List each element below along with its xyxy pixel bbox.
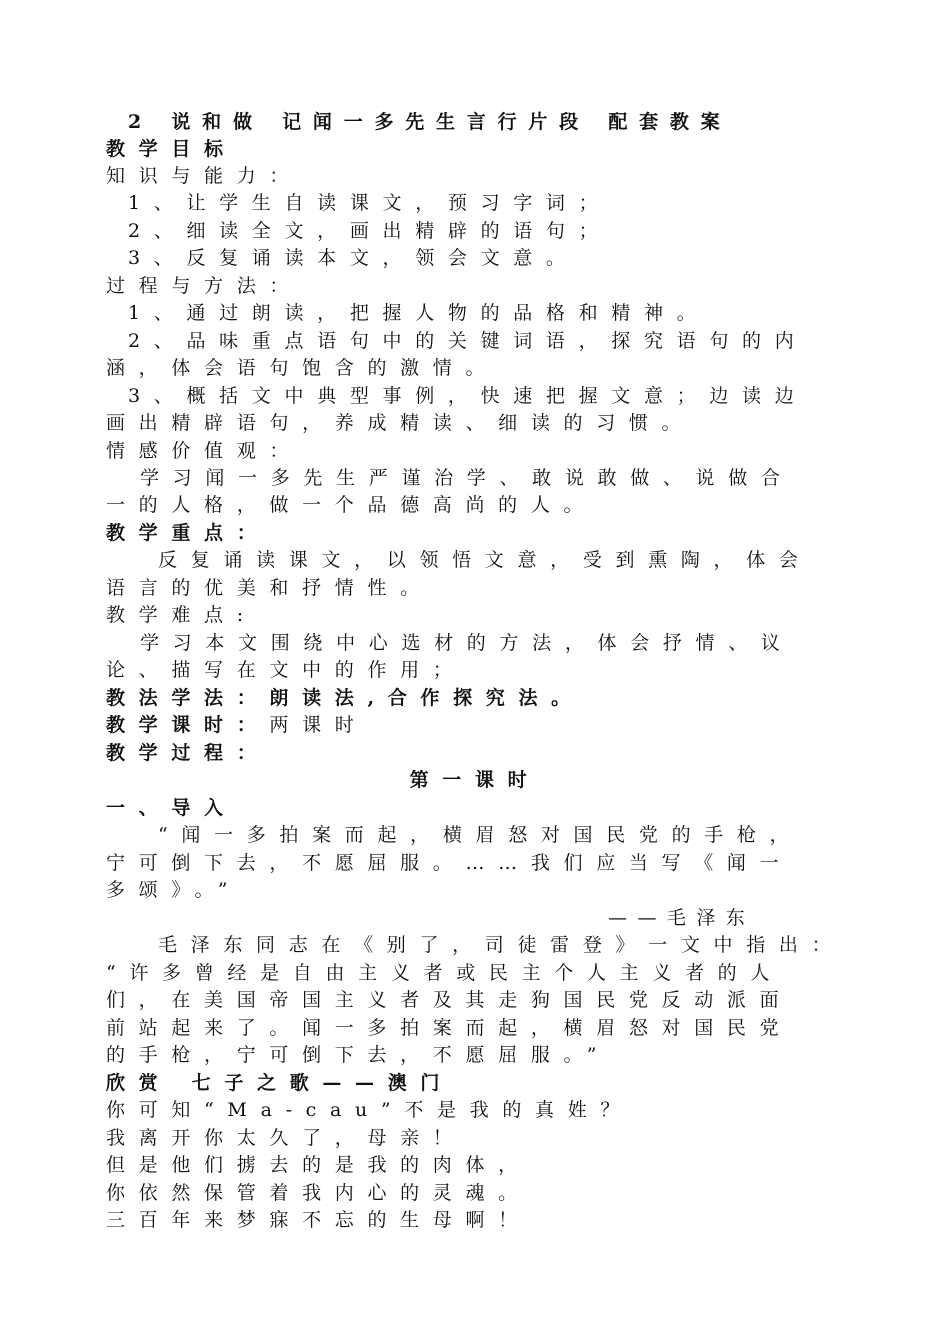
quote-2-line-2: “许多曾经是自由主义者或民主个人主义者的人: [106, 962, 783, 984]
quote-2-line-1: 毛泽东同志在《别了，司徒雷登》一文中指出：: [158, 934, 845, 956]
doc-title: 2 说和做 记闻一多先生言行片段 配套教案: [128, 111, 732, 133]
process-item-3-cont: 画出精辟语句，养成精读、细读的习惯。: [106, 412, 695, 434]
poem-line-1: 你可知“Ma-cau”不是我的真姓？: [106, 1099, 634, 1121]
process-heading: 过程与方法：: [106, 275, 303, 297]
poem-line-4: 你依然保管着我内心的灵魂。: [106, 1182, 531, 1204]
quote-author: ——毛泽东: [608, 907, 756, 929]
difficulty-text: 学习本文围绕中心选材的方法，体会抒情、议: [140, 632, 794, 654]
emotion-text: 学习闻一多先生严谨治学、敢说敢做、说做合: [140, 467, 794, 489]
quote-2-line-5: 的手枪，宁可倒下去，不愿屈服。”: [106, 1044, 611, 1066]
intro-heading: 一、导入: [106, 797, 237, 819]
process-item-3: 3、概括文中典型事例，快速把握文意；边读边: [128, 385, 808, 407]
quote-2-line-3: 们，在美国帝国主义者及其走狗国民党反动派面: [106, 989, 793, 1011]
key-points-text-cont: 语言的优美和抒情性。: [106, 577, 433, 599]
teaching-process-heading: 教学过程：: [106, 742, 270, 764]
quote-1-line-1: “闻一多拍案而起，横眉怒对国民党的手枪，: [158, 824, 803, 846]
difficulty-text-cont: 论、描写在文中的作用；: [106, 659, 466, 681]
poem-line-2: 我离开你太久了，母亲！: [106, 1127, 466, 1149]
knowledge-item-2: 2、细读全文，画出精辟的语句；: [128, 220, 612, 242]
key-points-heading: 教学重点：: [106, 522, 270, 544]
key-points-text: 反复诵读课文，以领悟文意，受到熏陶，体会: [158, 549, 812, 571]
quote-1-line-3: 多颂》。”: [106, 879, 242, 901]
knowledge-item-3: 3、反复诵读本文，领会文意。: [128, 247, 579, 269]
emotion-text-cont: 一的人格，做一个品德高尚的人。: [106, 494, 597, 516]
knowledge-heading: 知识与能力：: [106, 165, 303, 187]
class-hours-value: 两课时: [269, 714, 368, 736]
process-item-1: 1、通过朗读，把握人物的品格和精神。: [128, 302, 710, 324]
process-item-2-cont: 涵，体会语句饱含的激情。: [106, 357, 499, 379]
class-hours-label: 教学课时：: [106, 714, 270, 736]
quote-1-line-2: 宁可倒下去，不愿屈服。……我们应当写《闻一: [106, 852, 793, 874]
process-item-2: 2、品味重点语句中的关键词语，探究语句的内: [128, 330, 808, 352]
difficulty-heading: 教学难点:: [106, 604, 257, 626]
class-hours-line: [106, 712, 836, 738]
quote-2-line-4: 前站起来了。闻一多拍案而起，横眉怒对国民党: [106, 1017, 793, 1039]
poem-line-3: 但是他们掳去的是我的肉体，: [106, 1154, 531, 1176]
knowledge-item-1: 1、让学生自读课文，预习字词；: [128, 192, 612, 214]
lesson-one-heading: 第一课时: [409, 769, 541, 791]
emotion-heading: 情感价值观：: [106, 440, 303, 462]
poem-heading: 欣赏 七子之歌——澳门: [106, 1072, 454, 1094]
teaching-method: 教法学法：朗读法,合作探究法。: [106, 687, 584, 709]
poem-line-5: 三百年来梦寐不忘的生母啊！: [106, 1209, 531, 1231]
goals-heading: 教学目标: [106, 138, 237, 160]
